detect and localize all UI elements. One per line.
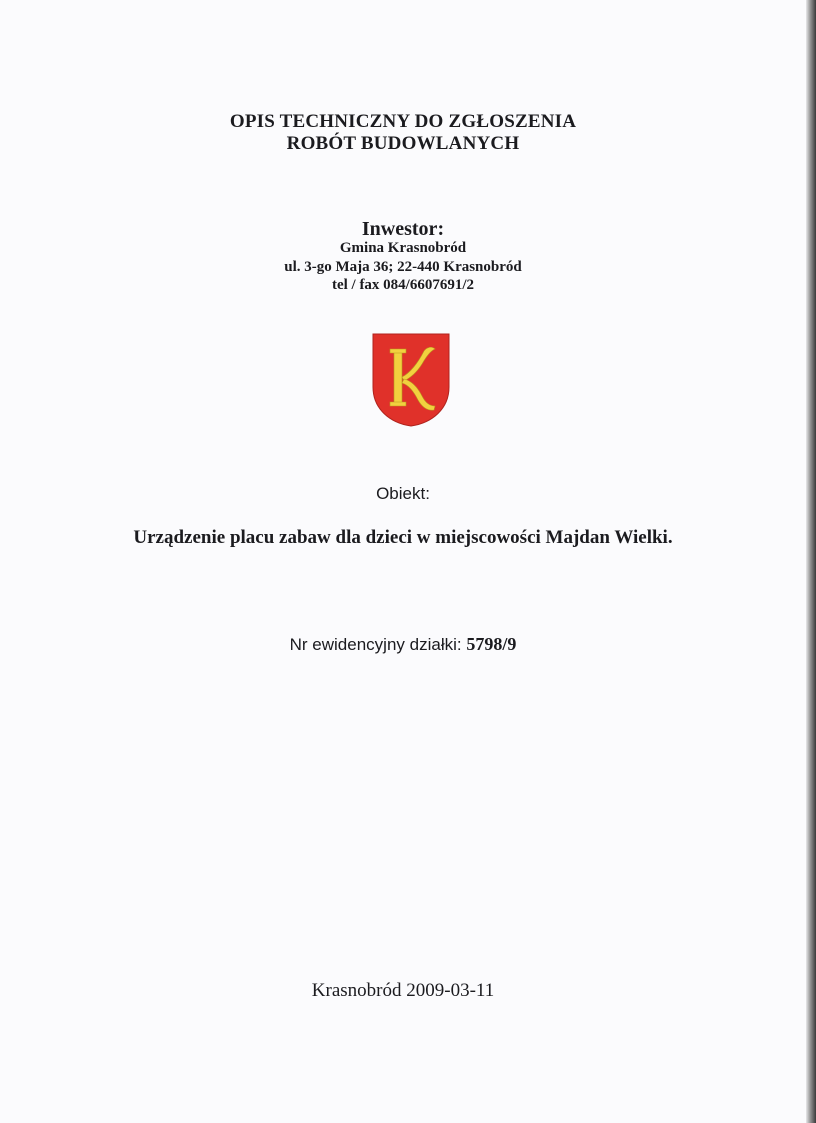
plot-number: 5798/9 — [466, 634, 517, 654]
object-name: Urządzenie placu zabaw dla dzieci w miejscowości Majdan Wielki. — [133, 527, 673, 548]
object-label: Obiekt: — [376, 484, 430, 503]
plot-label: Nr ewidencyjny działki: — [289, 635, 467, 654]
coat-of-arms-icon — [372, 333, 450, 427]
investor-name: Gmina Krasnobród — [339, 240, 467, 256]
title-line-1: OPIS TECHNICZNY DO ZGŁOSZENIA — [229, 111, 577, 132]
plot-number-line — [0, 634, 806, 655]
investor-phone: tel / fax 084/6607691/2 — [331, 277, 475, 293]
place-date: Krasnobród 2009-03-11 — [311, 980, 495, 1001]
scan-edge-shadow — [806, 0, 816, 1123]
investor-label: Inwestor: — [361, 218, 445, 240]
crest-shield — [373, 334, 449, 426]
title-line-2: ROBÓT BUDOWLANYCH — [286, 133, 520, 154]
investor-address: ul. 3-go Maja 36; 22-440 Krasnobród — [284, 259, 522, 275]
